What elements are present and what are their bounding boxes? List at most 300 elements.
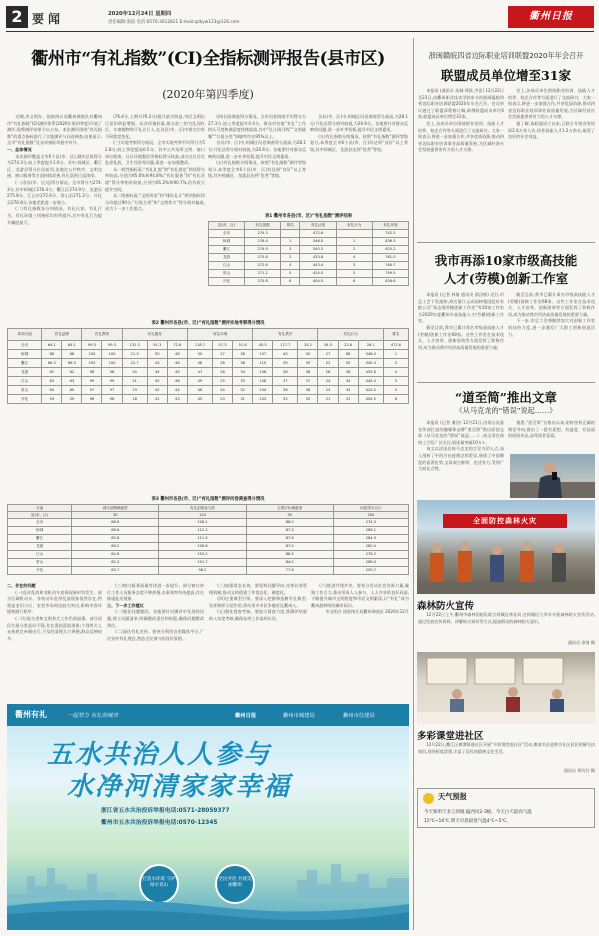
table-cell: 江山 — [8, 551, 72, 559]
story-3-subtitle: 《从马克龙的“错误”说起……》 — [455, 406, 557, 415]
main-col-4 — [310, 114, 408, 210]
table-cell: 38 — [273, 368, 298, 377]
table-cell: 38 — [233, 359, 253, 368]
story-2-title-line-2: 人才(劳模)创新工作室 — [443, 271, 569, 286]
table-cell: 衢江 — [8, 535, 72, 543]
table-header: 有礼服务 — [122, 329, 187, 341]
table-cell: 26 — [213, 368, 233, 377]
page-number: 2 — [11, 7, 23, 26]
table-cell: 259.7 — [333, 567, 408, 575]
table-cell: 开化 — [8, 567, 72, 575]
table-cell: 22.6 — [338, 341, 358, 350]
table-cell: 276.2 — [333, 551, 408, 559]
story-3-body-a — [418, 420, 504, 488]
column-divider — [413, 38, 414, 930]
table-row — [8, 567, 409, 575]
table-cell: 22.7 — [122, 359, 147, 368]
table-cell: 34 — [338, 377, 358, 386]
table-cell: 39 — [298, 359, 318, 368]
table-cell: 3 — [281, 246, 300, 254]
table-cell: 32 — [233, 386, 253, 395]
table-cell: 27 — [318, 350, 338, 359]
table-cell: 280.0 — [333, 543, 408, 551]
table-cell: 97 — [82, 386, 102, 395]
table-row — [8, 543, 409, 551]
table-row — [8, 551, 409, 559]
table-cell: 21.3 — [122, 350, 147, 359]
paragraph: (76.4分,上期为76.2分)提升最为明显,市民文明出行意识明显增强。从各项指标看,排名前三的为乱闯红灯、车窗抛物和不礼让行人,在各县(市、区)中排名均有不同程度变化。 — [105, 114, 205, 139]
table-2-grid — [7, 328, 409, 404]
table-cell: 98.2 — [159, 567, 246, 575]
table-row — [209, 278, 409, 286]
ad-logo-left — [15, 709, 47, 720]
paragraph: 本次测评覆盖全市6个县(市、区),测评总体得分为274.3分,较上季度提升1.6分。其中,柯城区、衢江区、龙游县得分位居前列,各地在公共秩序、文明交通、窗口服务等方面持续改善,有礼氛围日益浓厚。 — [7, 153, 102, 179]
ad-city-silhouette — [7, 854, 409, 930]
table-cell: 101.7 — [159, 559, 246, 567]
table-cell: 常山 — [8, 386, 42, 395]
table-cell: 45 — [147, 377, 167, 386]
table-cell: 45.5 — [253, 341, 273, 350]
table-cell: 50 — [147, 350, 167, 359]
table-cell: 27 — [213, 350, 233, 359]
table-1-grid — [208, 221, 409, 286]
table-cell: 274.9 — [245, 246, 281, 254]
table-row — [209, 262, 409, 270]
table-cell: 433.8 — [358, 368, 383, 377]
table-cell: 99.3 — [82, 341, 102, 350]
table-cell: 40 — [273, 350, 298, 359]
person-photo-illustration — [510, 454, 595, 498]
table-row — [209, 270, 409, 278]
table-cell: 97 — [102, 386, 122, 395]
table-header: 有礼品牌 — [42, 329, 82, 341]
date-line: 2020年12月24日 星期四 — [108, 11, 172, 17]
table-cell: 2 — [383, 359, 408, 368]
table-cell: 84.0 — [246, 559, 333, 567]
table-cell: 749.5 — [372, 270, 408, 278]
table-cell: 46 — [187, 386, 212, 395]
main-col-3 — [208, 114, 306, 210]
table-cell: 62 — [42, 368, 62, 377]
table-cell: 103.2 — [159, 551, 246, 559]
table-cell: 4 — [336, 254, 372, 262]
table-cell: 3 — [336, 262, 372, 270]
table-cell: 626.6 — [372, 278, 408, 286]
table-cell: 111.5 — [159, 535, 246, 543]
table-cell — [281, 230, 300, 238]
table-cell: 42 — [147, 386, 167, 395]
table-cell: 35.2 — [298, 341, 318, 350]
table-1 — [208, 213, 409, 286]
table-cell: 39 — [273, 359, 298, 368]
table-row — [209, 254, 409, 262]
paragraph: (四)问卷调查得分情况。全市问卷调查平均得分为27.3分,较上季度提升0.4分。群众对各地“有礼”工作的认可度和满意度持续提高,其中“礼让斑马线”“文明就餐”“垃圾分类”知晓率均在95%以上。 — [208, 114, 306, 139]
bottom-col-1 — [7, 583, 102, 698]
story-1-kicker: 浙闽赣皖四省边际职业培训联盟2020年年会召开 — [428, 51, 584, 60]
table-cell: 77.8 — [246, 567, 333, 575]
table-cell: 35 — [273, 395, 298, 404]
table-cell: 404.5 — [300, 278, 336, 286]
ad-slogan-line-2: 水净河清家家幸福 — [67, 772, 292, 802]
table-cell: 34 — [233, 368, 253, 377]
table-cell: 衢江 — [8, 359, 42, 368]
table-header: 有礼环境 — [187, 329, 252, 341]
paragraph: 本报讯 (记者 林倩 通讯员 俞汉彬) 近日,市总工会下发通知,命名浙江元成园林集团股份有限公司“张志强劳模创新工作室”等10家工作室为2020年度衢州市高技能人才(劳模)创新工作室。 — [418, 292, 504, 324]
table-cell: 33 — [233, 377, 253, 386]
table-cell: 106.8 — [159, 543, 246, 551]
table-cell: 761.0 — [372, 254, 408, 262]
classroom-illustration — [417, 652, 595, 724]
table-cell: 5 — [383, 386, 408, 395]
main-title: 衢州市“有礼指数”(CI)全指标测评报告(县市区) — [31, 49, 385, 69]
forest-fire-photo — [417, 500, 595, 594]
table-header: 县(市、区) — [209, 222, 245, 230]
ad-hotline-2: 衢州市五水共治投诉举报电话:0570-12345 — [101, 820, 218, 826]
table-cell: 36 — [233, 350, 253, 359]
story-3-body-b — [508, 420, 595, 452]
table-cell: 31 — [338, 395, 358, 404]
table-cell: 37 — [273, 377, 298, 386]
story-divider — [417, 242, 595, 243]
table-cell: 100 — [102, 359, 122, 368]
table-cell: 23 — [213, 395, 233, 404]
table-cell: 常山 — [209, 270, 245, 278]
table-cell: 274.3 — [333, 519, 408, 527]
table-cell: 46 — [167, 377, 187, 386]
table-cell: 63 — [42, 377, 62, 386]
staff-line: 责任编辑:张拓 电话:0570-3012821 E-mail:qzbyw123@126.com — [108, 20, 240, 25]
table-cell: 40 — [298, 350, 318, 359]
photo-banner — [443, 514, 567, 528]
table-cell: 51.6 — [233, 341, 253, 350]
main-col-2 — [105, 114, 205, 316]
table-cell: 6 — [383, 395, 408, 404]
paragraph: (一)乱停乱放和非机动车违规现象时有发生。部分区域机动车、非机动车乱停乱放现象依然存在,特别是老旧小区、农贸市场周边较为突出,影响市容环境和通行秩序。 — [7, 589, 102, 615]
table-header: 有礼行为 — [318, 329, 383, 341]
table-header: 单项分值 — [8, 329, 42, 341]
paragraph: (六)推进共建共享。要充分发动社会各界力量,凝聚工作合力,推动形成人人参与、人人共享的良好局面,不断提升城市文明程度和市民文明素质,让“有礼”成为衢州最鲜明的城市标识。 — [311, 583, 409, 608]
table-header: 分值 — [8, 505, 72, 512]
ad-logo-right-3: 衢州市住建局 — [343, 713, 375, 719]
paragraph: (四)注重典型引领。要深入挖掘和选树有礼典型,发挥榜样示范作用,带动更多市民争做有礼衢州人。 — [209, 596, 307, 608]
paragraph: (一)强化问题整改。各地要针对测评中发现的问题,建立问题清单,明确整改责任和时限,确保问题整改到位。 — [107, 609, 204, 628]
story-divider — [417, 382, 595, 383]
paragraph: 该文以法国总统马克龙的言论为切入点,深入剖析了中西方抗疫理念的差异,展现了中国制度的显著优势,文章观点鲜明、论述有力,受到广大网友点赞。 — [418, 446, 504, 472]
paragraph: 据悉,“道至简”自推出以来,始终坚持正确的舆论导向,推出了一批有思想、有温度、有品质的原创作品,深受读者喜爱。 — [508, 420, 595, 439]
table-cell: 全市 — [8, 341, 42, 350]
table-cell: 68 — [62, 350, 82, 359]
table-cell: 19 — [122, 386, 147, 395]
table-cell: 44 — [147, 368, 167, 377]
table-cell: 270.8 — [245, 278, 281, 286]
paragraph: 截至目前,我市已累计命名市级高技能人才(劳模)创新工作室68家。这些工作室在技术攻关、人才培养、创新创效等方面发挥了积极作用,成为推动我市经济高质量发展的重要力量。 — [508, 292, 595, 317]
table-cell: 118.7 — [187, 341, 212, 350]
table-cell: 38 — [298, 368, 318, 377]
table-cell: 2 — [281, 254, 300, 262]
paragraph: (二)垃圾分类和文明养犬工作仍需加强。部分居民垃圾分类意识不强,存在混投混放现象;个别养犬人未按规定牵绳出行,不及时清理犬只粪便,群众反映较多。 — [7, 615, 102, 641]
table-row — [8, 341, 409, 350]
story-1-body-b — [508, 88, 595, 238]
table-2 — [7, 320, 409, 404]
table-cell: 龙游 — [8, 368, 42, 377]
table-cell: 404.5 — [358, 395, 383, 404]
table-cell: 546.0 — [358, 350, 383, 359]
table-cell: 100 — [82, 350, 102, 359]
table-subheader: 30 — [246, 512, 333, 519]
ad-logo-left-text: 衢州有礼 — [15, 710, 47, 719]
table-cell: 91.3 — [147, 341, 167, 350]
table-cell: 104 — [253, 386, 273, 395]
photo-2-title: 多彩课堂进社区 — [417, 731, 484, 742]
section-heading: 三、下一步工作建议 — [107, 602, 144, 608]
table-cell: 衢江 — [209, 246, 245, 254]
table-1-caption: 表1 衢州市各县(市、区)“有礼指数”测评结果 — [264, 214, 353, 219]
table-subheader: 120 — [159, 512, 246, 519]
table-cell: 68 — [338, 350, 358, 359]
table-cell: 424.0 — [300, 270, 336, 278]
paragraph: (二)深化有礼宣传。要充分利用各类媒体平台,广泛宣传有礼理念,营造全民参与的良好氛围。 — [107, 629, 204, 641]
table-cell: 江山 — [209, 262, 245, 270]
table-cell: 100 — [102, 350, 122, 359]
paragraph: (三)加强常态长效。要坚持问题导向,完善长效管理机制,推动文明创建工作常态化、制度化。 — [209, 583, 307, 595]
table-cell: 59 — [62, 395, 82, 404]
photo-2-credit: 通讯员 郑巧红 摄 — [563, 768, 595, 773]
table-row — [8, 519, 409, 527]
header-rule — [6, 31, 594, 32]
weather-icon — [423, 793, 434, 804]
paragraph: 会上,各成员单位围绕职业培训、技能人才培养、校企合作等方面进行了交流研讨。大家一致表示,将进一步加强合作,共享优质资源,推动四省边际职业培训事业高质量发展,为区域经济社会发展提供更有力的人才支撑。 — [508, 88, 595, 120]
section-heading: 一、总体情况 — [7, 146, 32, 152]
table-cell: 26 — [318, 368, 338, 377]
table-cell: 272.6 — [245, 262, 281, 270]
ad-logo-right-1: 衢州日报 — [235, 713, 257, 719]
ad-logo-right-2: 衢州市城建局 — [283, 713, 315, 719]
paragraph: (三)窗口服务质量有待进一步提升。部分窗口单位工作人员服务态度不够热情,办事效率有待提高,存在推诿扯皮现象。 — [107, 583, 204, 602]
table-cell: 龙游 — [209, 254, 245, 262]
table-row — [8, 535, 409, 543]
table-cell: 36 — [298, 386, 318, 395]
table-cell: 274.3 — [245, 230, 281, 238]
table-cell: 86.2 — [72, 543, 159, 551]
table-cell: 全市 — [8, 519, 72, 527]
bottom-col-2 — [107, 583, 204, 698]
paragraph: 会上,各成员单位围绕职业培训、技能人才培养、校企合作等方面进行了交流研讨。大家一致表示,将进一步加强合作,共享优质资源,推动四省边际职业培训事业高质量发展,为区域经济社会发展提供更有力的人才支撑。 — [418, 120, 504, 153]
table-header: 有礼创建参与度 — [159, 505, 246, 512]
table-subheader: 200 — [333, 512, 408, 519]
paragraph: 本报讯 (通讯员 朱城 郑凯 洪雷) 12月22日至23日,由衢州职业技术学院牵头的浙闽赣皖四省边际职业培训联盟2020年年会召开。会议审议通过了联盟章程修订稿,新增联盟成员单位6家,联盟成员单位增至31家。 — [418, 88, 504, 120]
table-header: 有礼教育 — [82, 329, 122, 341]
table-cell: 41 — [147, 395, 167, 404]
caption-text: 12月22日,衢江区樟潭街道社区开展“多彩课堂进社区”活动,邀请书法老师为社区居民讲解书法知识,现场挥毫泼墨,丰富了居民的精神文化生活。 — [418, 742, 595, 754]
table-cell: 472.6 — [383, 341, 408, 350]
table-cell: 85.8 — [72, 535, 159, 543]
table-cell: 96 — [102, 395, 122, 404]
table-cell: 3 — [383, 377, 408, 386]
ad-slogan-line-1: 五水共治人人参与 — [47, 740, 272, 770]
paragraph: 从一般性指标看,“有礼礼貌”和“有礼规范”两项得分率较高,分别为95.6%和94.8%;“有礼服务”和“有礼环境”得分率相对较低,分别为91.2%和90.7%,仍有较大提升空间。 — [105, 166, 205, 192]
table-header: 主观评价满意度 — [246, 505, 333, 512]
table-cell: 21 — [122, 377, 147, 386]
table-cell: 24 — [213, 386, 233, 395]
table-cell: 36 — [338, 368, 358, 377]
table-cell: 68 — [42, 350, 62, 359]
table-row — [209, 246, 409, 254]
table-cell: 88.4 — [246, 551, 333, 559]
main-subtitle: (2020年第四季度) — [162, 88, 254, 101]
paragraph: 近期,市文明办、国家统计局衢州调查队对衢州市“有礼指数”(CI)测评体系(2020年第四季度)开展了测评,现将测评结果予以公布。本次测评围绕“有礼指数”的重点指标进行了实地测评与问卷调查,结果显示,全市“有礼指数”及各项指标均稳中有升。 — [7, 114, 102, 146]
table-cell: 33 — [338, 386, 358, 395]
table-cell: 275.8 — [245, 254, 281, 262]
table-cell: 柯城 — [8, 350, 42, 359]
table-cell: 625.2 — [372, 246, 408, 254]
table-header: 有礼秩序 — [253, 329, 318, 341]
table-row — [8, 368, 409, 377]
table-cell: 43 — [147, 359, 167, 368]
table-cell: 106.1 — [159, 519, 246, 527]
paragraph: (五)有礼指数分级情况。按照“有礼指数”测评等级划分,本季度全市6个县(市、区)均达到“良好”以上等级,其中柯城区、龙游县达到“优秀”等级。 — [310, 133, 408, 152]
table-cell: 72.6 — [167, 341, 187, 350]
table-cell: 110 — [253, 359, 273, 368]
table-cell: 99 — [102, 377, 122, 386]
table-cell: 84.6 — [72, 551, 159, 559]
ad-badge-1-text: 打造水环境 守护绿水青山 — [142, 877, 176, 888]
table-cell: 2 — [336, 246, 372, 254]
table-cell: 45 — [187, 395, 212, 404]
table-cell: 开化 — [209, 278, 245, 286]
table-cell: 60 — [62, 386, 82, 395]
table-row — [209, 238, 409, 246]
table-cell: 22 — [318, 359, 338, 368]
ad-badge-2-text: 全民共治 共建美丽衢州 — [218, 877, 252, 888]
table-cell: 87.0 — [246, 543, 333, 551]
story-1-title: 联盟成员单位增至31家 — [441, 68, 571, 83]
table-cell: 47.3 — [213, 341, 233, 350]
paragraph: (二)有礼指数各分项情况。有礼认知、有礼行为、有礼环境三项指标均有所提升,其中有礼行为提升幅度最大。 — [7, 206, 102, 225]
table-header: 有礼行为 — [336, 222, 372, 230]
table-row — [8, 377, 409, 386]
table-cell: 柯城 — [8, 527, 72, 535]
bottom-col-4 — [311, 583, 409, 698]
paragraph: 下一步,市总工会将继续加大对创新工作室的扶持力度,进一步激发广大职工创新创造活力。 — [508, 318, 595, 337]
table-cell: 5 — [336, 270, 372, 278]
paragraph: (三)实地考察得分情况。全市实地考察平均得分为52.8分,较上季度提高0.5分。其中公共场所文明、窗口单位服务、社区环境整治等指标得分较高,部分点位存在乱停乱放、卫生死角等问题,需进一步加强整改。 — [105, 140, 205, 166]
table-subheader: 县(市、区) — [8, 512, 72, 519]
weather-line-2: 15℃~16℃,明天早晨最低气温4℃~5℃。 — [424, 819, 511, 824]
table-3 — [7, 496, 409, 575]
table-cell: 47 — [187, 368, 212, 377]
table-cell: 288.1 — [333, 527, 408, 535]
table-cell: 66.3 — [42, 359, 62, 368]
table-cell: 98 — [82, 368, 102, 377]
story-3-title: “道至简”推出文章 — [455, 390, 557, 405]
table-cell: 5 — [281, 270, 300, 278]
table-cell: 开化 — [8, 395, 42, 404]
table-row — [8, 359, 409, 368]
table-cell: 83.7 — [72, 567, 159, 575]
section-name: 要闻 — [32, 12, 65, 26]
table-cell: 87.6 — [246, 535, 333, 543]
table-cell: 4 — [281, 262, 300, 270]
table-cell: 268.0 — [333, 559, 408, 567]
table-cell: 271.2 — [245, 270, 281, 278]
bottom-col-3 — [209, 583, 307, 698]
table-cell: 99 — [82, 377, 102, 386]
table-cell: 433.8 — [300, 254, 336, 262]
page-number-box — [6, 6, 28, 28]
table-cell: 99.3 — [102, 341, 122, 350]
table-3-caption: 表3 衢州市各县(市、区)“有礼指数”测评问卷调查得分情况 — [151, 497, 265, 502]
paragraph: 各县(市、区)中,柯城区问卷调查得分最高,为28.1分;开化县得分相对较低,为26.6分。各地要针对群众反映的问题,进一步补齐短板,提升市民文明素质。 — [310, 114, 408, 133]
table-cell: 55 — [338, 359, 358, 368]
table-header: 城市品牌满意度 — [72, 505, 159, 512]
paragraph: 各县(市、区)中,柯城区问卷调查得分最高,为28.1分;开化县得分相对较低,为26.6分。各地要针对群众反映的问题,进一步补齐短板,提升市民文明素质。 — [208, 140, 306, 159]
table-2-caption: 表2 衢州市各县(市、区)“有礼指数”测评实地考察得分情况 — [151, 321, 265, 326]
photo-1-title: 森林防火宣传 — [417, 601, 475, 612]
table-cell: 43 — [167, 395, 187, 404]
table-cell: 48 — [187, 359, 212, 368]
table-cell: 23 — [318, 386, 338, 395]
table-cell: 88.6 — [72, 527, 159, 535]
table-header: 有礼认知 — [300, 222, 336, 230]
ad-hotline-1: 浙江省五水共治投诉举报电话:0571-28059377 — [101, 808, 230, 814]
table-cell: 82.3 — [72, 559, 159, 567]
table-cell: 31 — [233, 395, 253, 404]
calligraphy-photo — [417, 652, 595, 724]
table-cell: 284.9 — [333, 535, 408, 543]
table-cell: 764.7 — [372, 262, 408, 270]
table-cell: 20 — [122, 368, 147, 377]
table-cell: 28 — [213, 359, 233, 368]
table-cell: 50 — [187, 350, 212, 359]
table-cell: 63 — [62, 377, 82, 386]
table-cell: 24 — [318, 377, 338, 386]
table-cell: 46 — [167, 359, 187, 368]
table-cell: 62 — [62, 368, 82, 377]
table-cell: 424.0 — [358, 386, 383, 395]
table-cell: 21 — [318, 395, 338, 404]
paragraph: 本报讯 (记者 潘洁) 12月21日,由常山县委宣传部打造的融媒体品牌“道至简”推出原创文章《从马克龙的“错误”说起……》,该文章在网络上引发广泛关注,阅读量突破10万+。 — [418, 420, 504, 445]
table-cell: 87.3 — [246, 527, 333, 535]
story-2-body-a — [418, 292, 504, 378]
table-cell: 86.8 — [72, 519, 159, 527]
masthead — [508, 6, 594, 28]
table-cell: 37 — [298, 377, 318, 386]
table-cell: 18 — [122, 395, 147, 404]
masthead-text: 衢州日报 — [529, 11, 573, 22]
table-cell: 540.3 — [358, 359, 383, 368]
table-cell: 96 — [82, 395, 102, 404]
section-heading: 二、存在的问题 — [7, 583, 36, 588]
table-row — [209, 230, 409, 238]
table-cell: 6 — [336, 278, 372, 286]
table-cell: 48 — [167, 350, 187, 359]
table-cell: 88.0 — [246, 519, 333, 527]
table-cell: 546.0 — [300, 238, 336, 246]
table-header: 有礼环境 — [372, 222, 408, 230]
table-subheader: 30 — [72, 512, 159, 519]
table-cell: 全市 — [209, 230, 245, 238]
ad-tagline: 一起努力 有礼的城市 — [67, 713, 119, 719]
table-cell: 4 — [383, 368, 408, 377]
table-cell: 45 — [167, 368, 187, 377]
table-3-grid — [7, 504, 409, 575]
table-cell: 108 — [253, 377, 273, 386]
paragraph: (五)强化督查考核。要加大督查力度,将测评结果纳入年度考核,确保各项工作落到实处。 — [209, 609, 307, 621]
table-cell: 540.3 — [300, 246, 336, 254]
table-cell: 100 — [82, 359, 102, 368]
table-cell: 龙游 — [8, 543, 72, 551]
table-cell: 25 — [213, 377, 233, 386]
